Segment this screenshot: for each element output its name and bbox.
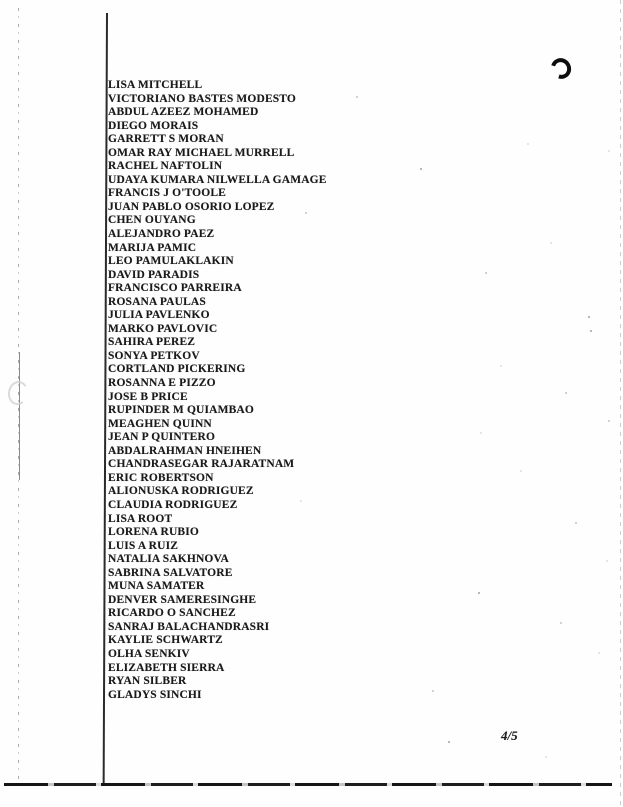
scan-speck — [588, 316, 590, 318]
scan-speck — [420, 168, 422, 170]
list-item: LISA MITCHELL — [108, 79, 203, 91]
list-item: RUPINDER M QUIAMBAO — [108, 404, 254, 417]
list-item: VICTORIANO BASTES MODESTO — [108, 92, 297, 105]
scan-speck — [527, 143, 529, 145]
scan-speck — [598, 652, 600, 654]
name-list — [108, 79, 568, 702]
list-item: LUIS A RUIZ — [108, 539, 179, 552]
list-item: OLHA SENKIV — [108, 647, 190, 660]
scan-speck — [606, 560, 608, 562]
list-item: SAHIRA PEREZ — [108, 336, 196, 349]
list-item: GARRETT S MORAN — [108, 133, 224, 146]
page-number: 4/5 — [501, 728, 518, 743]
list-item: MUNA SAMATER — [108, 580, 205, 593]
list-item: MARKO PAVLOVIC — [108, 322, 218, 335]
list-item: SANRAJ BALACHANDRASRI — [108, 620, 270, 633]
list-item: CHEN OUYANG — [108, 214, 196, 227]
list-item: ROSANA PAULAS — [108, 295, 206, 308]
list-item: JOSE B PRICE — [108, 390, 188, 403]
list-item: JULIA PAVLENKO — [108, 309, 210, 322]
left-edge-scan-line-segment — [19, 352, 20, 480]
scan-speck — [478, 592, 480, 594]
scan-speck — [356, 96, 358, 98]
scan-speck — [300, 500, 302, 502]
scan-speck — [305, 212, 307, 214]
list-item: LORENA RUBIO — [108, 526, 199, 539]
list-item: ALIONUSKA RODRIGUEZ — [108, 485, 254, 498]
list-item: UDAYA KUMARA NILWELLA GAMAGE — [108, 173, 327, 186]
list-item: MARIJA PAMIC — [108, 241, 197, 254]
scan-speck — [480, 432, 482, 434]
list-item: RICARDO O SANCHEZ — [108, 607, 236, 620]
list-item: ELIZABETH SIERRA — [108, 661, 225, 674]
left-crescent-artifact — [6, 379, 30, 406]
list-item: SONYA PETKOV — [108, 349, 200, 362]
right-edge-scan-line — [620, 0, 621, 807]
list-item: ABDALRAHMAN HNEIHEN — [108, 444, 262, 457]
list-item: JUAN PABLO OSORIO LOPEZ — [108, 200, 275, 213]
list-item: RYAN SILBER — [108, 675, 187, 688]
list-item: LEO PAMULAKLAKIN — [108, 255, 234, 268]
list-item: SABRINA SALVATORE — [108, 566, 233, 579]
list-item: CORTLAND PICKERING — [108, 363, 246, 376]
list-item: MEAGHEN QUINN — [108, 417, 212, 430]
scan-speck — [500, 365, 502, 367]
scan-speck — [550, 242, 552, 244]
list-item: ABDUL AZEEZ MOHAMED — [108, 106, 259, 119]
bottom-scan-line — [4, 783, 612, 786]
scan-speck — [608, 420, 610, 422]
list-item: DIEGO MORAIS — [108, 119, 199, 132]
list-item: FRANCISCO PARREIRA — [108, 282, 242, 295]
list-item: NATALIA SAKHNOVA — [108, 553, 229, 566]
scan-speck — [448, 741, 450, 743]
list-item: ROSANNA E PIZZO — [108, 377, 216, 390]
list-item: ERIC ROBERTSON — [108, 471, 214, 484]
list-item: DAVID PARADIS — [108, 268, 200, 281]
scan-speck — [608, 150, 610, 152]
list-item: GLADYS SINCHI — [108, 688, 202, 701]
list-item: FRANCIS J O'TOOLE — [108, 187, 226, 200]
list-item: ALEJANDRO PAEZ — [108, 228, 215, 241]
scan-speck — [560, 622, 562, 624]
list-item: KAYLIE SCHWARTZ — [108, 634, 223, 647]
list-item: JEAN P QUINTERO — [108, 431, 216, 444]
scan-speck — [590, 330, 592, 332]
scan-speck — [575, 522, 577, 524]
list-item: CHANDRASEGAR RAJARATNAM — [108, 458, 295, 471]
scan-speck — [565, 392, 567, 394]
scan-speck — [485, 272, 487, 274]
scan-speck — [520, 470, 522, 472]
scan-speck — [545, 756, 547, 758]
list-item: RACHEL NAFTOLIN — [108, 160, 223, 173]
list-item: CLAUDIA RODRIGUEZ — [108, 498, 238, 511]
list-item: LISA ROOT — [108, 512, 173, 525]
list-item: OMAR RAY MICHAEL MURRELL — [108, 146, 295, 159]
list-item: DENVER SAMERESINGHE — [108, 593, 257, 606]
scan-speck — [432, 690, 434, 692]
